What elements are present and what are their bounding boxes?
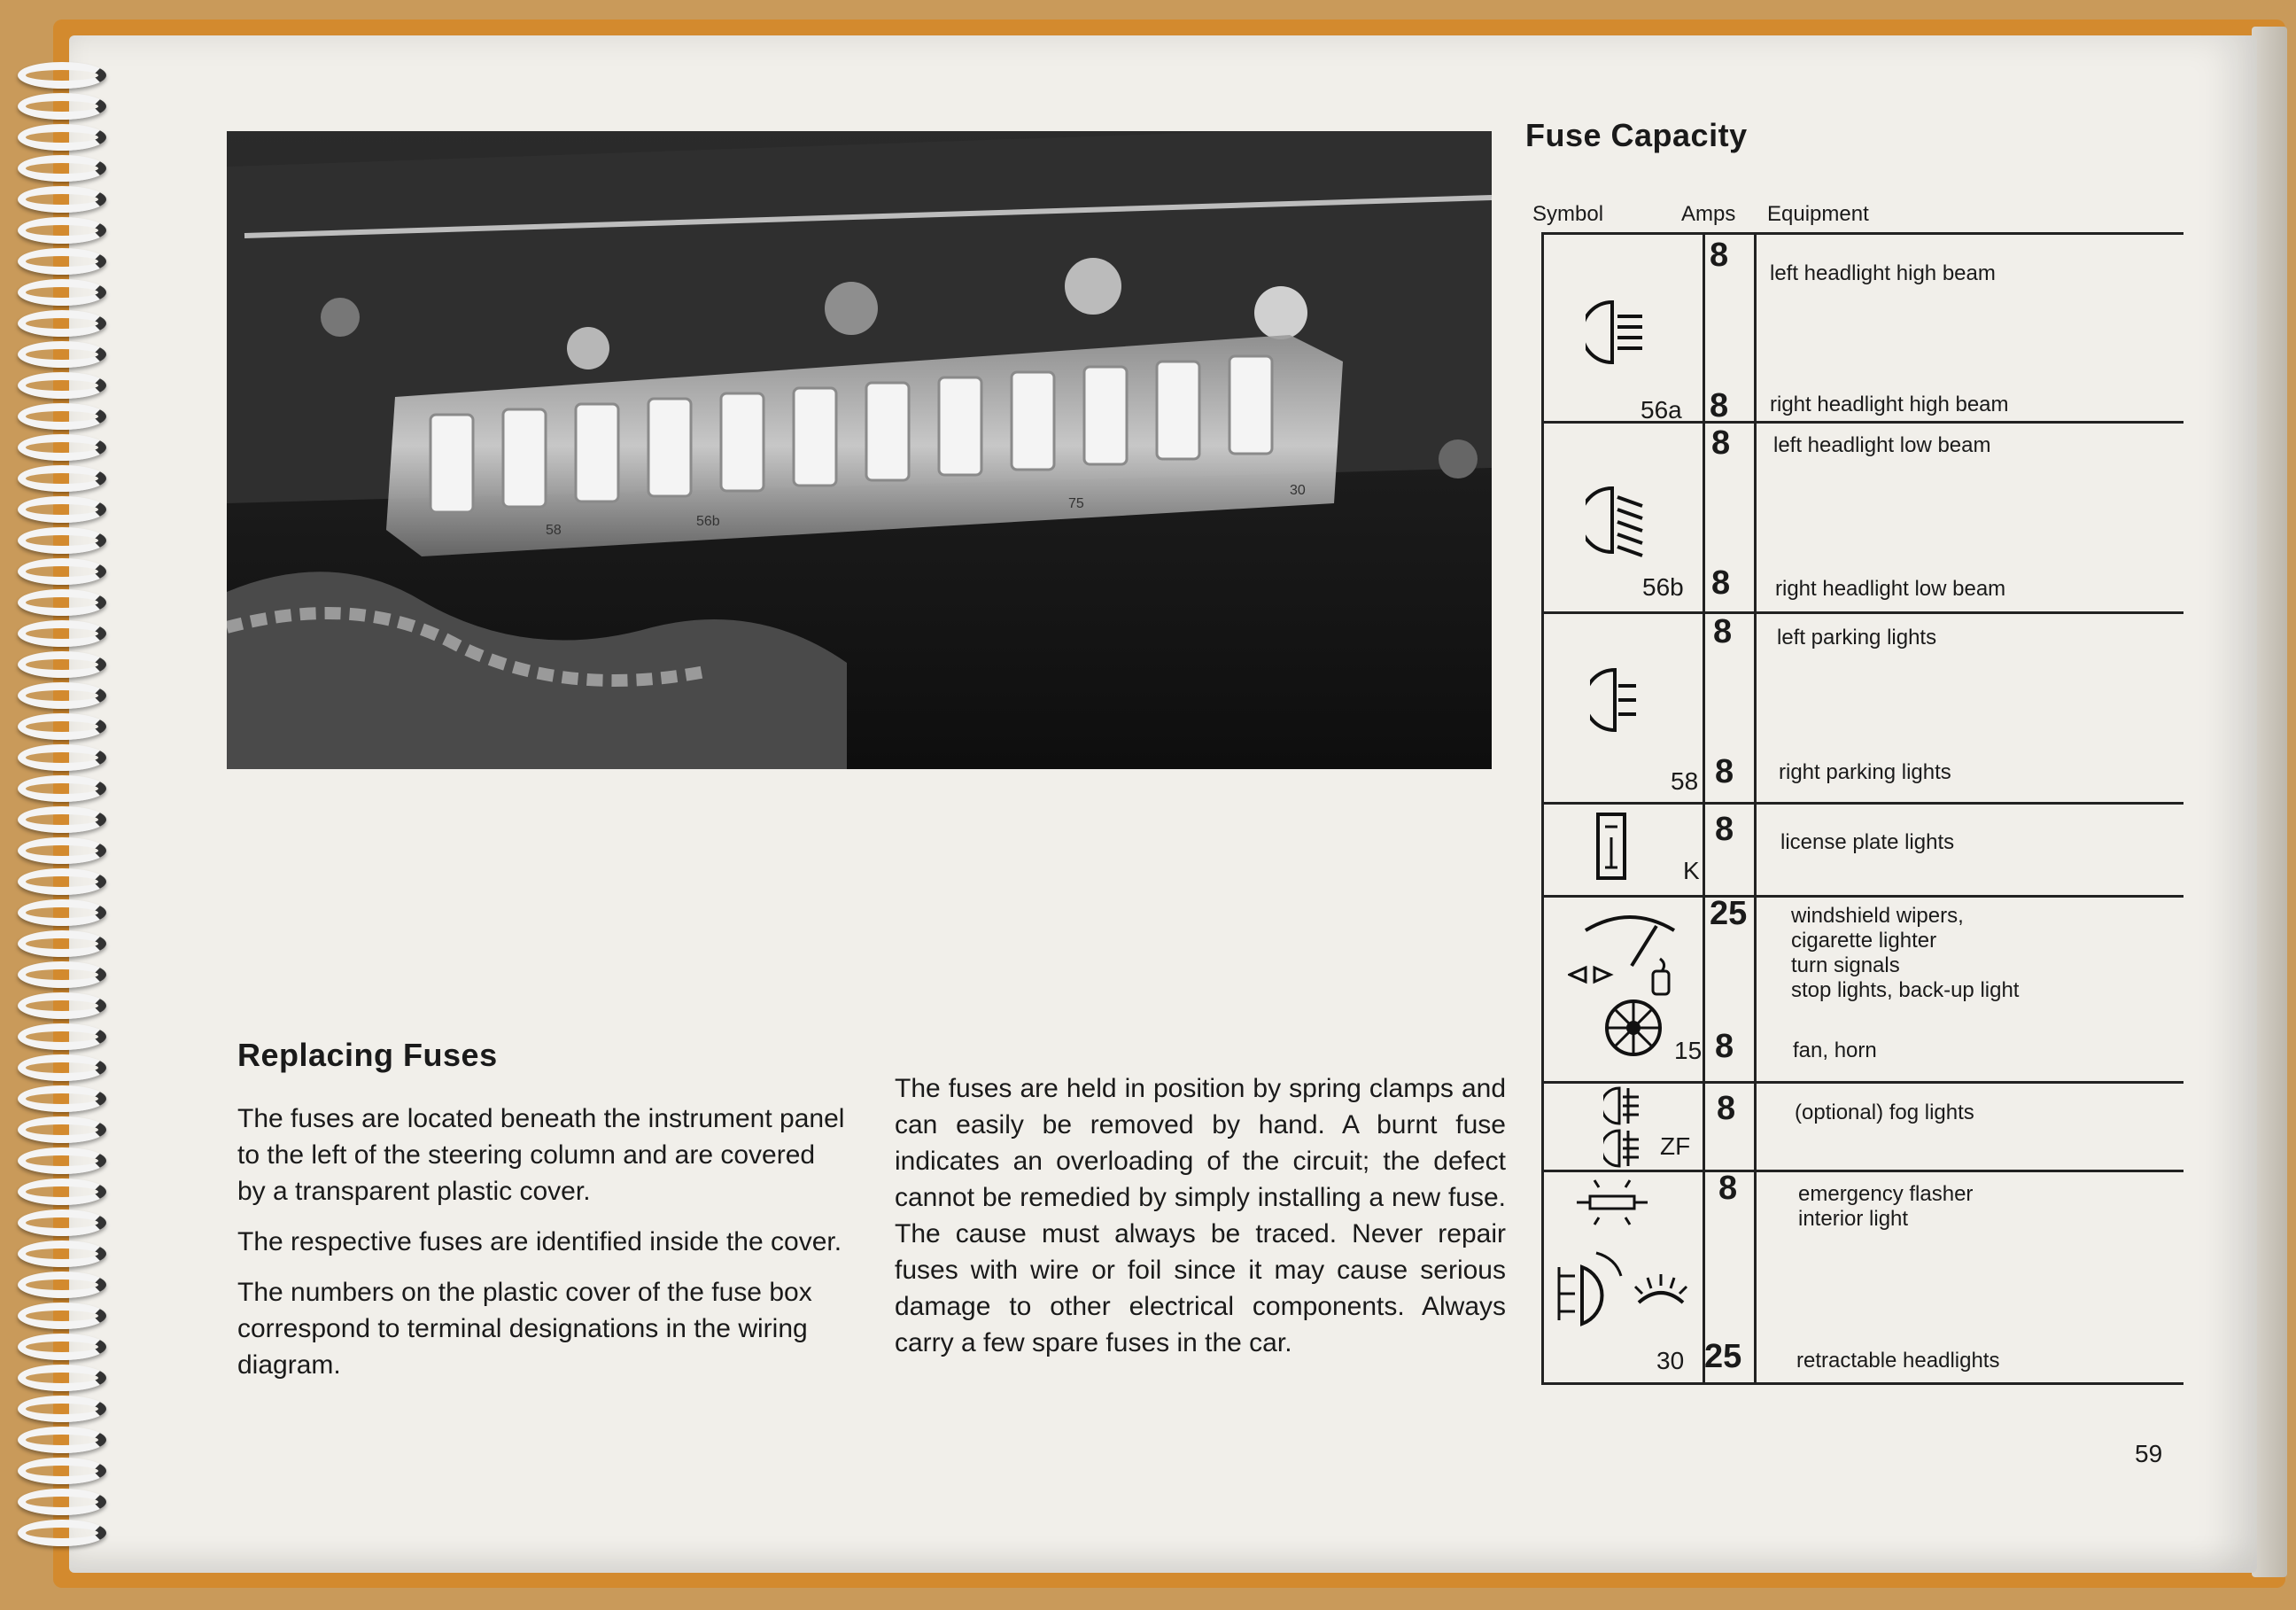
paragraph: The fuses are located beneath the instrument panel to the left of the steering column and are covered by a transparent plastic cover. — [237, 1104, 845, 1206]
equipment-label: left parking lights — [1777, 626, 1937, 649]
spiral-ring — [18, 279, 106, 306]
spiral-ring — [18, 1178, 106, 1205]
terminal-label: 56a — [1641, 396, 1682, 424]
equipment-label: windshield wipers, cigarette lighter turn signals stop lights, back-up light — [1791, 904, 2020, 1002]
spiral-ring — [18, 713, 106, 740]
spiral-ring — [18, 341, 106, 368]
spiral-ring — [18, 961, 106, 988]
license-plate-light-icon — [1594, 811, 1630, 882]
equipment-label: retractable headlights — [1796, 1349, 2000, 1373]
fuse-strip — [1229, 356, 1272, 454]
fuse-strip — [576, 404, 618, 502]
amps-value: 8 — [1711, 424, 1731, 462]
fuse-box-illustration — [227, 131, 1492, 769]
fuse-strip — [648, 399, 691, 496]
spiral-ring — [18, 1241, 106, 1267]
fuse-label: 30 — [1290, 483, 1306, 498]
equipment-label: emergency flasher interior light — [1798, 1182, 1974, 1231]
fuse-capacity-table — [1541, 232, 2184, 1382]
spiral-ring — [18, 434, 106, 461]
spiral-ring — [18, 682, 106, 709]
spiral-ring — [18, 992, 106, 1019]
fuse-strip — [430, 415, 473, 512]
fuse-strip — [1084, 367, 1127, 464]
spiral-ring — [18, 372, 106, 399]
fuse-strip — [794, 388, 836, 486]
fuse-row-wipers — [1541, 895, 2184, 1084]
spiral-ring — [18, 1489, 106, 1515]
spiral-ring — [18, 1427, 106, 1453]
fuse-label: 58 — [546, 523, 562, 538]
spiral-ring — [18, 1365, 106, 1391]
terminal-label: 30 — [1656, 1347, 1685, 1374]
high-beam-icon — [1586, 297, 1648, 368]
fuse-row-fog — [1541, 1081, 2184, 1172]
spiral-ring — [18, 620, 106, 647]
spiral-ring — [18, 1520, 106, 1546]
spiral-ring — [18, 248, 106, 275]
spiral-ring — [18, 744, 106, 771]
amps-value: 8 — [1715, 753, 1734, 790]
fog-light-icon — [1603, 1085, 1648, 1168]
spiral-ring — [18, 775, 106, 802]
terminal-label: 58 — [1671, 767, 1699, 795]
spiral-ring — [18, 1334, 106, 1360]
header-equipment: Equipment — [1767, 202, 1869, 226]
page-stack-edge — [2252, 27, 2287, 1577]
spiral-ring — [18, 1209, 106, 1236]
amps-value: 25 — [1704, 1338, 1742, 1375]
spiral-ring — [18, 837, 106, 864]
spiral-ring — [18, 1458, 106, 1484]
parking-light-icon — [1590, 665, 1643, 735]
wiper-lighter-turn-fan-icon — [1568, 904, 1692, 1063]
spiral-ring — [18, 403, 106, 430]
fuse-row-low-beam — [1541, 421, 2184, 614]
amps-value: 8 — [1715, 811, 1734, 848]
spiral-ring — [18, 930, 106, 957]
equipment-label: left headlight high beam — [1770, 261, 1996, 285]
amps-value: 8 — [1715, 1028, 1734, 1065]
fuse-row-parking — [1541, 611, 2184, 805]
spiral-ring — [18, 806, 106, 833]
spiral-ring — [18, 124, 106, 151]
equipment-label: (optional) fog lights — [1795, 1101, 1974, 1124]
fuse-label: 56b — [696, 514, 720, 529]
fuse-strip — [1012, 372, 1054, 470]
fuse-row-license-plate — [1541, 802, 2184, 898]
equipment-label: license plate lights — [1780, 830, 1955, 854]
paragraph: The fuses are held in position by spring clamps and can easily be removed by hand. A burnt fuse indicates an overloading of the circuit; the defect cannot be remedied by simply installing a new fuse. The cause must always be traced. Never repair fuses with wire or foil since it may cause serious damage to other electrical components. Always carry a few spare fuses in the car. — [895, 1074, 1506, 1357]
fuse-row-hazard — [1541, 1170, 2184, 1385]
fuse-strip — [503, 409, 546, 507]
middle-text-column — [895, 1070, 1506, 1375]
left-text-column — [237, 1101, 849, 1397]
header-amps: Amps — [1681, 202, 1736, 226]
spiral-ring — [18, 1272, 106, 1298]
equipment-label: left headlight low beam — [1773, 433, 1991, 457]
terminal-label: 56b — [1642, 573, 1684, 601]
spiral-ring — [18, 1116, 106, 1143]
page-number: 59 — [2135, 1440, 2163, 1467]
amps-value: 8 — [1710, 237, 1729, 274]
fuse-strip — [939, 377, 981, 475]
spiral-ring — [18, 1085, 106, 1112]
spiral-ring — [18, 1396, 106, 1422]
fuse-strip — [1157, 362, 1199, 459]
section-heading: Replacing Fuses — [237, 1037, 498, 1073]
spiral-ring — [18, 62, 106, 89]
fuse-capacity-title: Fuse Capacity — [1525, 117, 1748, 153]
equipment-label: right headlight high beam — [1770, 393, 2009, 416]
fuse-row-high-beam — [1541, 235, 2184, 424]
amps-value: 8 — [1717, 1090, 1736, 1127]
hazard-interior-retractable-icon — [1550, 1178, 1701, 1356]
equipment-label: right parking lights — [1779, 760, 1951, 784]
spiral-ring — [18, 310, 106, 337]
spiral-ring — [18, 217, 106, 244]
paragraph: The respective fuses are identified inside the cover. — [237, 1227, 842, 1256]
amps-value: 8 — [1710, 387, 1729, 424]
spiral-ring — [18, 899, 106, 926]
amps-value: 8 — [1713, 613, 1733, 650]
header-symbol: Symbol — [1532, 202, 1604, 226]
amps-value: 8 — [1718, 1170, 1738, 1207]
spiral-ring — [18, 558, 106, 585]
amps-value: 8 — [1711, 564, 1731, 602]
spiral-ring — [18, 186, 106, 213]
spiral-ring — [18, 1054, 106, 1081]
terminal-label: 15 — [1674, 1037, 1703, 1064]
spiral-ring — [18, 868, 106, 895]
spiral-ring — [18, 496, 106, 523]
spiral-ring — [18, 527, 106, 554]
fuse-label: 75 — [1068, 496, 1084, 511]
fuse-strip — [866, 383, 909, 480]
terminal-label: ZF — [1660, 1132, 1691, 1160]
spiral-ring — [18, 1023, 106, 1050]
spiral-binding — [0, 62, 124, 1568]
spiral-ring — [18, 1303, 106, 1329]
low-beam-icon — [1586, 483, 1648, 563]
paragraph: The numbers on the plastic cover of the fuse box correspond to terminal designations in the wiring diagram. — [237, 1278, 812, 1380]
equipment-label: fan, horn — [1793, 1038, 1877, 1062]
fuse-box-photo — [227, 131, 1492, 769]
spiral-ring — [18, 1147, 106, 1174]
terminal-label: K — [1683, 857, 1700, 884]
equipment-label: right headlight low beam — [1775, 577, 2006, 601]
amps-value: 25 — [1710, 895, 1748, 932]
fuse-strip — [721, 393, 764, 491]
spiral-ring — [18, 651, 106, 678]
spiral-ring — [18, 589, 106, 616]
spiral-ring — [18, 465, 106, 492]
spiral-ring — [18, 93, 106, 120]
spiral-ring — [18, 155, 106, 182]
